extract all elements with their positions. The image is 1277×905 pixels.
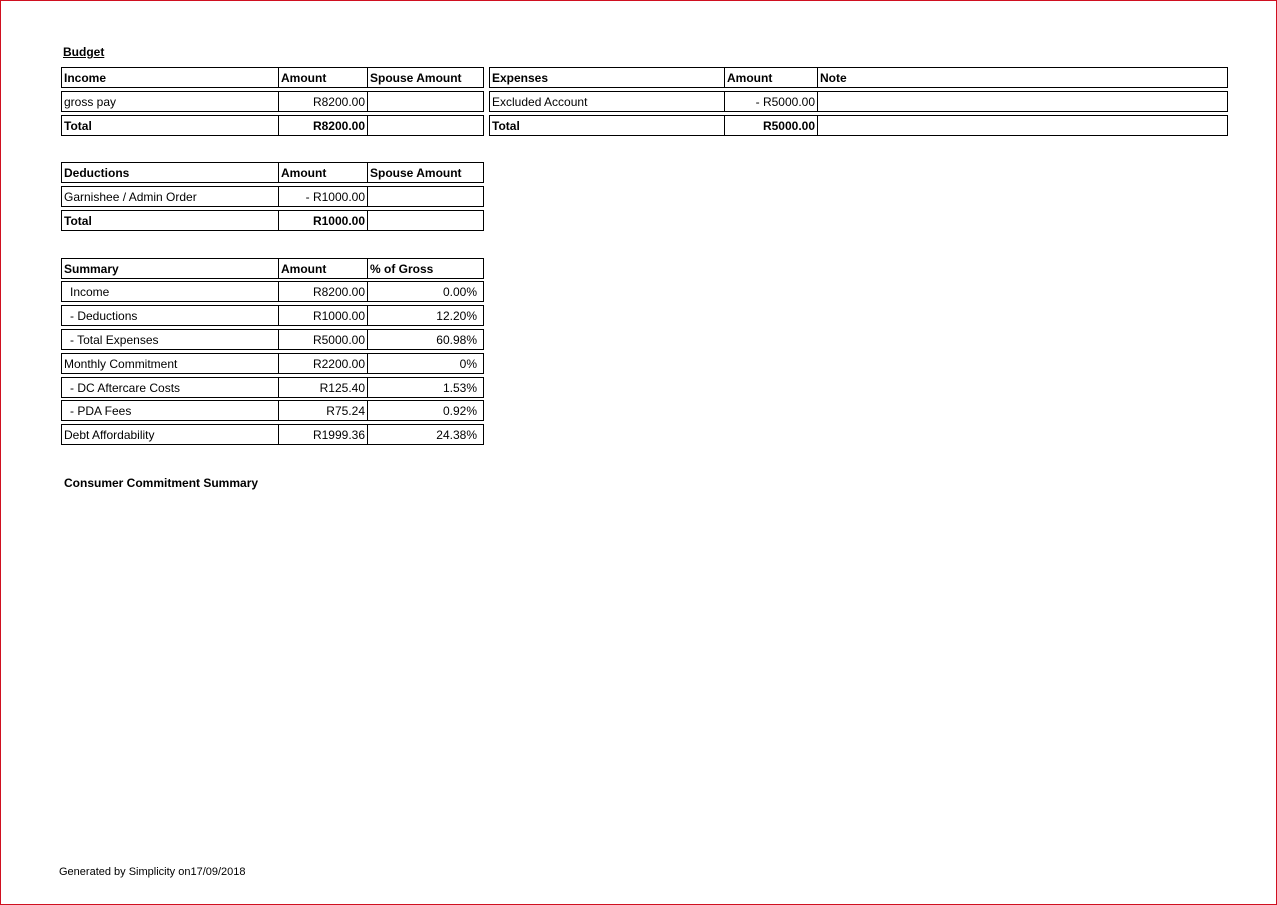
summary-row-label: - Total Expenses bbox=[70, 332, 159, 347]
expenses-row-label: Excluded Account bbox=[492, 94, 588, 109]
table-row bbox=[61, 377, 484, 398]
income-total-label: Total bbox=[64, 118, 92, 133]
deductions-col-spouse: Spouse Amount bbox=[367, 163, 483, 182]
income-col-label: Income bbox=[64, 70, 107, 85]
deductions-total-amount: R1000.00 bbox=[278, 211, 367, 230]
income-total-amount: R8200.00 bbox=[278, 116, 367, 135]
deductions-row-label: Garnishee / Admin Order bbox=[64, 189, 197, 204]
table-row bbox=[61, 424, 484, 445]
deductions-total-row bbox=[61, 210, 484, 231]
summary-row-percent: 60.98% bbox=[367, 330, 483, 349]
summary-row-amount: R75.24 bbox=[278, 401, 367, 420]
summary-row-label: Monthly Commitment bbox=[64, 356, 178, 371]
consumer-commitment-heading: Consumer Commitment Summary bbox=[64, 476, 259, 490]
expenses-col-note: Note bbox=[817, 68, 1227, 87]
summary-row-label: - PDA Fees bbox=[70, 403, 132, 418]
summary-row-label: Debt Affordability bbox=[64, 427, 155, 442]
income-row-label: gross pay bbox=[64, 94, 117, 109]
income-col-spouse: Spouse Amount bbox=[367, 68, 483, 87]
deductions-total-spouse bbox=[367, 211, 483, 230]
table-row bbox=[61, 329, 484, 350]
table-row bbox=[489, 91, 1228, 112]
summary-header-row bbox=[61, 258, 484, 279]
income-header-row bbox=[61, 67, 484, 88]
summary-row-label: Income bbox=[70, 284, 110, 299]
table-row bbox=[61, 400, 484, 421]
summary-col-amount: Amount bbox=[278, 259, 367, 278]
expenses-col-label: Expenses bbox=[492, 70, 549, 85]
table-row bbox=[61, 305, 484, 326]
expenses-total-amount: R5000.00 bbox=[724, 116, 817, 135]
deductions-header-row bbox=[61, 162, 484, 183]
summary-row-amount: R5000.00 bbox=[278, 330, 367, 349]
deductions-total-label: Total bbox=[64, 213, 92, 228]
deductions-col-label: Deductions bbox=[64, 165, 130, 180]
income-col-amount: Amount bbox=[278, 68, 367, 87]
income-total-row bbox=[61, 115, 484, 136]
expenses-total-label: Total bbox=[492, 118, 520, 133]
table-row bbox=[61, 353, 484, 374]
table-row bbox=[61, 91, 484, 112]
summary-col-label: Summary bbox=[64, 261, 119, 276]
income-row-spouse bbox=[367, 92, 483, 111]
summary-row-percent: 0.92% bbox=[367, 401, 483, 420]
footer-generated-text: Generated by Simplicity on17/09/2018 bbox=[59, 866, 246, 878]
income-total-spouse bbox=[367, 116, 483, 135]
page-title: Budget bbox=[63, 45, 105, 59]
income-row-amount: R8200.00 bbox=[278, 92, 367, 111]
summary-row-amount: R125.40 bbox=[278, 378, 367, 397]
summary-row-amount: R8200.00 bbox=[278, 282, 367, 301]
summary-row-amount: R2200.00 bbox=[278, 354, 367, 373]
expenses-col-amount: Amount bbox=[724, 68, 817, 87]
summary-row-percent: 12.20% bbox=[367, 306, 483, 325]
table-row bbox=[61, 186, 484, 207]
summary-row-percent: 0.00% bbox=[367, 282, 483, 301]
summary-row-label: - Deductions bbox=[70, 308, 138, 323]
deductions-row-spouse bbox=[367, 187, 483, 206]
expenses-header-row bbox=[489, 67, 1228, 88]
expenses-row-note bbox=[817, 92, 1227, 111]
deductions-col-amount: Amount bbox=[278, 163, 367, 182]
table-row bbox=[61, 281, 484, 302]
summary-row-amount: R1000.00 bbox=[278, 306, 367, 325]
expenses-row-amount: - R5000.00 bbox=[724, 92, 817, 111]
expenses-total-note bbox=[817, 116, 1227, 135]
deductions-row-amount: - R1000.00 bbox=[278, 187, 367, 206]
summary-col-percent: % of Gross bbox=[367, 259, 483, 278]
summary-row-percent: 1.53% bbox=[367, 378, 483, 397]
expenses-total-row bbox=[489, 115, 1228, 136]
summary-row-label: - DC Aftercare Costs bbox=[70, 380, 181, 395]
summary-row-percent: 24.38% bbox=[367, 425, 483, 444]
summary-row-percent: 0% bbox=[367, 354, 483, 373]
summary-row-amount: R1999.36 bbox=[278, 425, 367, 444]
